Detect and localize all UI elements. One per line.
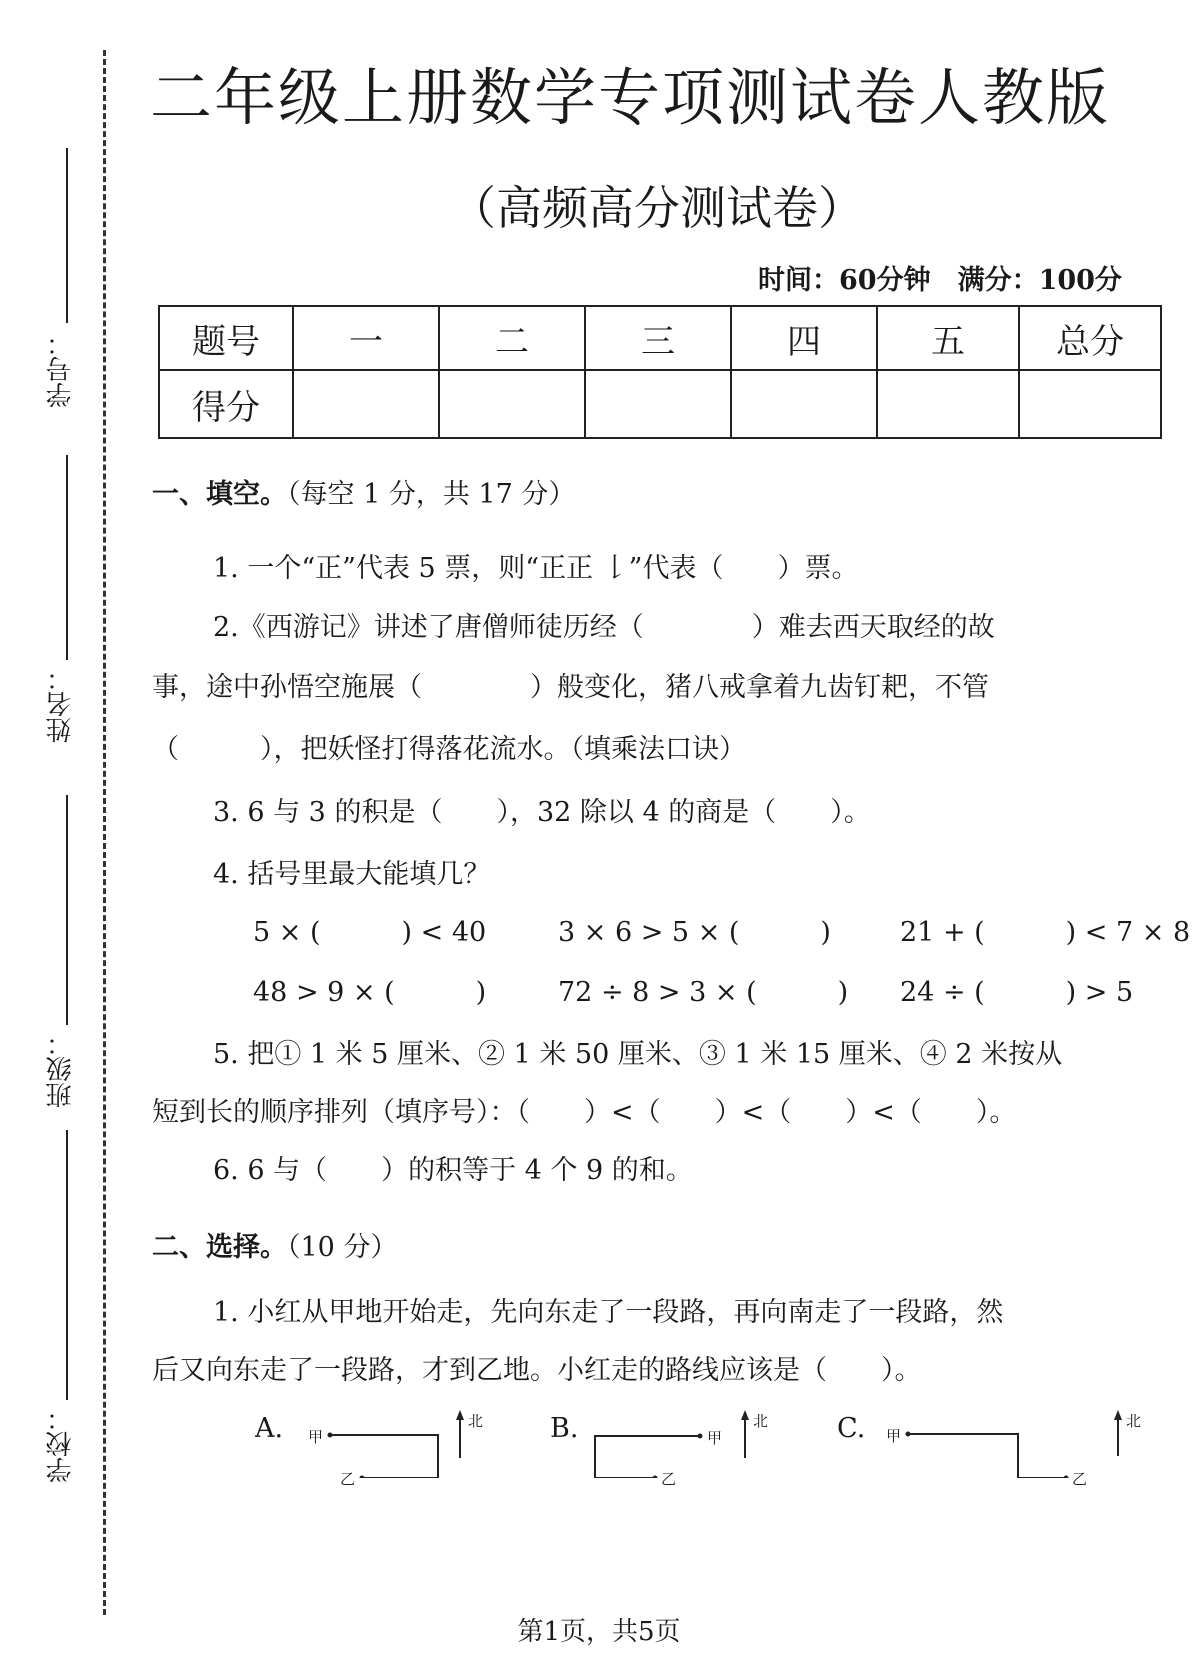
option-b-route-diagram [585, 1408, 785, 1488]
page-subtitle: （高频高分测试卷） [450, 181, 864, 235]
class-label: 班级： [46, 1030, 76, 1108]
score-cell[interactable] [439, 370, 585, 438]
score-table-header-row [159, 306, 1161, 370]
section1-heading-line [152, 472, 575, 511]
question-1-1: 1. 一个“正”代表 5 票，则“正正 𠄌”代表（ ）票。 [213, 553, 859, 584]
question-1-2-line1: 2.《西游记》讲述了唐僧师徒历经（ ）难去西天取经的故 [213, 612, 995, 643]
route-a-lines [300, 1408, 490, 1478]
score-cell[interactable] [293, 370, 439, 438]
route-b-end: 乙 [661, 1470, 677, 1488]
q4-item: 5 × ( ) < 40 [253, 917, 487, 948]
school-label: 学校： [46, 1405, 76, 1483]
score-cell[interactable] [585, 370, 731, 438]
section2-heading-line [152, 1225, 397, 1264]
page-title: 二年级上册数学专项测试卷人教版 [150, 61, 1111, 134]
route-a-north: 北 [468, 1412, 484, 1430]
route-c-end: 乙 [1072, 1470, 1088, 1488]
route-c-lines [878, 1408, 1148, 1478]
score-table [158, 305, 1162, 439]
option-a-letter[interactable]: A. [255, 1413, 284, 1444]
q4-item: 3 × 6 > 5 × ( ) [558, 917, 831, 948]
class-blank[interactable] [66, 795, 68, 1025]
score-header-cell: 题号 [159, 306, 293, 370]
q4-item: 48 > 9 × ( ) [253, 977, 487, 1008]
cut-line [103, 50, 106, 1615]
question-1-2-line2: 事，途中孙悟空施展（ ）般变化，猪八戒拿着九齿钉耙，不管 [152, 672, 989, 703]
route-b-north: 北 [753, 1412, 769, 1430]
question-1-3: 3. 6 与 3 的积是（ ），32 除以 4 的商是（ ）。 [213, 797, 871, 828]
route-a-start: 甲 [308, 1428, 324, 1446]
option-c-letter[interactable]: C. [837, 1413, 866, 1444]
q4-item: 72 ÷ 8 > 3 × ( ) [558, 977, 849, 1008]
section2-heading: 二、选择。 [152, 1232, 287, 1263]
section2-note: （10 分） [287, 1232, 398, 1263]
question-1-5-line1: 5. 把① 1 米 5 厘米、② 1 米 50 厘米、③ 1 米 15 厘米、④ 2 米按从 [213, 1039, 1063, 1070]
score-cell[interactable] [1019, 370, 1161, 438]
q4-item: 21 + ( ) < 7 × 8 [900, 917, 1191, 948]
route-c-start: 甲 [886, 1427, 902, 1445]
score-row-label: 得分 [159, 370, 293, 438]
school-blank[interactable] [66, 1130, 68, 1400]
option-c-route-diagram [878, 1408, 1148, 1488]
name-blank[interactable] [66, 455, 68, 660]
score-header-cell: 三 [585, 306, 731, 370]
question-1-5-line2: 短到长的顺序排列（填序号）：（ ）<（ ）<（ ）<（ ）。 [152, 1097, 1017, 1128]
section1-heading: 一、填空。 [152, 479, 287, 510]
q4-item: 24 ÷ ( ) > 5 [900, 977, 1134, 1008]
score-header-cell: 总分 [1019, 306, 1161, 370]
score-header-cell: 一 [293, 306, 439, 370]
student-id-label: 学号： [46, 330, 76, 408]
question-2-1-line1: 1. 小红从甲地开始走，先向东走了一段路，再向南走了一段路，然 [213, 1297, 1004, 1328]
score-table-score-row [159, 370, 1161, 438]
score-header-cell: 四 [731, 306, 877, 370]
time-info: 时间：60分钟 满分：100分 [758, 265, 1122, 296]
question-1-6: 6. 6 与（ ）的积等于 4 个 9 的和。 [213, 1155, 693, 1186]
section1-note: （每空 1 分，共 17 分） [287, 479, 576, 510]
route-c-north: 北 [1126, 1412, 1142, 1430]
option-a-route-diagram [300, 1408, 490, 1488]
question-1-4: 4. 括号里最大能填几？ [213, 859, 491, 890]
student-id-blank[interactable] [66, 148, 68, 323]
question-2-1-line2: 后又向东走了一段路，才到乙地。小红走的路线应该是（ ）。 [152, 1355, 922, 1386]
route-a-end: 乙 [340, 1470, 356, 1488]
name-label: 姓名： [46, 665, 76, 743]
score-cell[interactable] [731, 370, 877, 438]
score-header-cell: 二 [439, 306, 585, 370]
question-1-2-line3: （ ），把妖怪打得落花流水。（填乘法口诀） [152, 734, 746, 765]
score-header-cell: 五 [877, 306, 1019, 370]
page-footer: 第1页，共5页 [517, 1617, 681, 1647]
route-b-start: 甲 [707, 1429, 723, 1447]
score-cell[interactable] [877, 370, 1019, 438]
option-b-letter[interactable]: B. [550, 1413, 579, 1444]
